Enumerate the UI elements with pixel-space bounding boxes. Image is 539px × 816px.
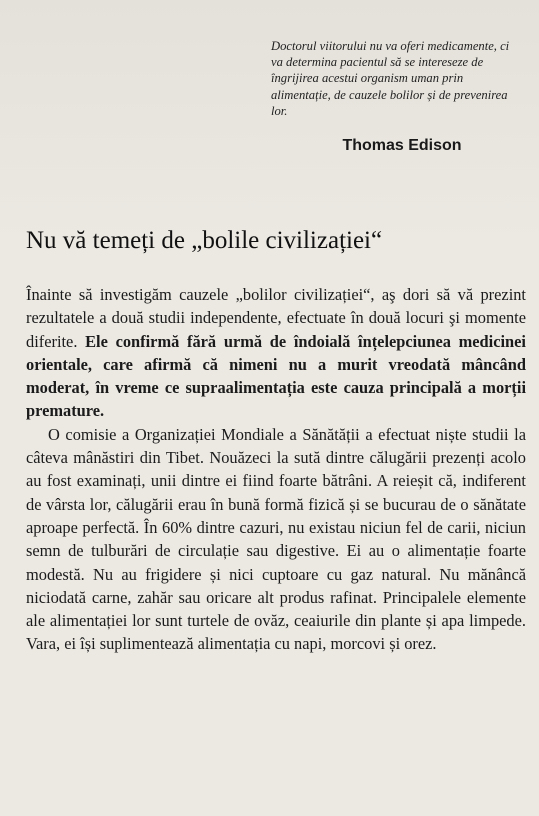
paragraph-1-normal: Înainte să investigăm cauzele „bolilor civilizației“, aş dori să vă prezint rezultatele a două studii independente, efectuate în două locuri şi momente diferite.: [26, 285, 526, 351]
section-title: Nu vă temeți de „bolile civilizației“: [26, 227, 383, 254]
epigraph-author: Thomas Edison: [342, 137, 462, 155]
paragraph-1: [26, 283, 526, 423]
epigraph: [271, 38, 523, 155]
paragraph-1-bold: Ele confirmă fără urmă de îndoială înțelepciunea medicinei orientale, care afirmă că nimeni nu a murit vreodată mâncând moderat, în vreme ce supraalimentația este cauza principală a morții premature.: [26, 331, 526, 421]
body-text: [26, 283, 526, 656]
paragraph-2: O comisie a Organizației Mondiale a Sănătății a efectuat niște studii la câteva mânăstiri din Tibet. Nouăzeci la sută dintre călugării prezenți acolo au fost examinați, unii dintre ei fiind foarte bătrâni. A reieșit că, indiferent de vârsta lor, călugării erau în bună formă fizică și se bucurau de o sănătate aproape perfectă. În 60% dintre cazuri, nu existau niciun fel de carii, niciun semn de tulburări de circulație sau digestive. Ei au o alimentație foarte modestă. Nu au frigidere și nici cuptoare cu gaz natural. Nu mănâncă niciodată carne, zahăr sau oricare alt produs rafinat. Principalele elemente ale alimentației lor sunt turtele de ovăz, ceaiurile din plante și apa limpede. Vara, ei își suplimentează alimentația cu napi, morcovi și orez.: [26, 424, 526, 654]
epigraph-quote: Doctorul viitorului nu va oferi medicamente, ci va determina pacientul să se intereseze de îngrijirea acestui organism uman prin alimentație, de cauzele bolilor și de prevenirea lor.: [271, 39, 510, 118]
